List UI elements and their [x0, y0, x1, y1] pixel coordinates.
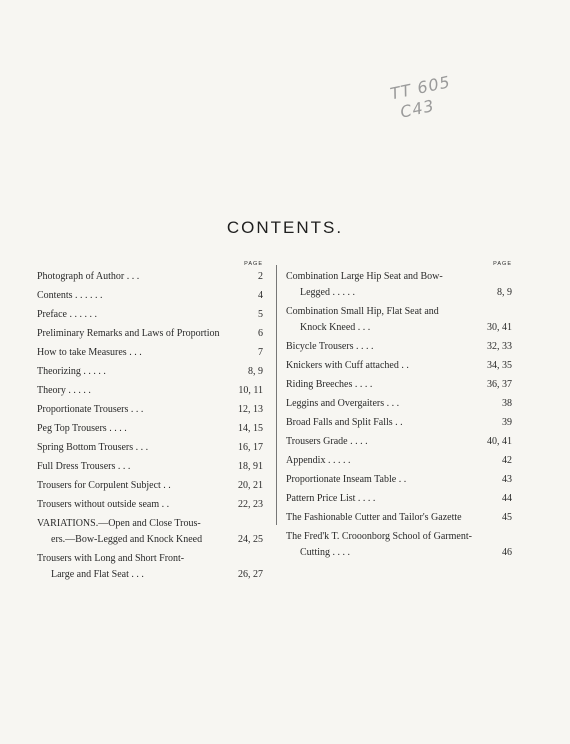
toc-entry-line — [37, 497, 263, 513]
toc-entry-text: The Fashionable Cutter and Tailor's Gazette — [286, 512, 462, 523]
toc-page-number: 26, 27 — [236, 567, 263, 583]
toc-entry-text: How to take Measures . . . — [37, 347, 142, 358]
contents-column-left — [37, 260, 263, 586]
toc-entry-line — [286, 285, 512, 301]
toc-entry-line — [286, 358, 512, 374]
toc-entry-text: Combination Small Hip, Flat Seat and — [286, 306, 439, 317]
toc-entry-line — [37, 532, 263, 548]
toc-page-number: 5 — [256, 307, 263, 323]
toc-entry-text: Appendix . . . . . — [286, 455, 351, 466]
toc-entry — [286, 434, 512, 453]
toc-entry-text: Trousers Grade . . . . — [286, 436, 368, 447]
toc-page-number: 39 — [500, 415, 512, 431]
toc-entry — [286, 304, 512, 339]
toc-page-number: 6 — [256, 326, 263, 342]
toc-entry-text: Peg Top Trousers . . . . — [37, 423, 127, 434]
toc-entry — [37, 383, 263, 402]
toc-entry — [37, 364, 263, 383]
toc-entry-text: Photograph of Author . . . — [37, 271, 140, 282]
toc-entry — [37, 459, 263, 478]
toc-entry-line — [37, 478, 263, 494]
toc-entry — [286, 339, 512, 358]
toc-entry — [37, 478, 263, 497]
toc-entry-line — [37, 516, 263, 532]
toc-entry-text: Bicycle Trousers . . . . — [286, 341, 374, 352]
toc-entry — [37, 269, 263, 288]
toc-entry — [37, 551, 263, 586]
handwritten-catalog-note — [389, 72, 457, 124]
toc-page-number: 22, 23 — [236, 497, 263, 513]
handwritten-line-1: TT 605 — [388, 72, 453, 104]
toc-entry-text: Proportionate Trousers . . . — [37, 404, 144, 415]
toc-entry-line — [286, 453, 512, 469]
toc-entry-text: The Fred'k T. Crooonborg School of Garment- — [286, 531, 472, 542]
toc-entry-line — [286, 545, 512, 561]
toc-page-number: 7 — [256, 345, 263, 361]
toc-page-number: 46 — [500, 545, 512, 561]
toc-entry-line — [286, 396, 512, 412]
toc-entry-text: VARIATIONS.—Open and Close Trous- — [37, 518, 201, 529]
toc-page-number: 2 — [256, 269, 263, 285]
toc-entry-line — [286, 415, 512, 431]
toc-page-number: 10, 11 — [236, 383, 263, 399]
toc-entry — [37, 516, 263, 551]
toc-entry-line — [37, 269, 263, 285]
toc-entry-line — [286, 491, 512, 507]
page-column-header: PAGE — [244, 261, 263, 267]
toc-entry-text: Spring Bottom Trousers . . . — [37, 442, 149, 453]
toc-page-number: 24, 25 — [236, 532, 263, 548]
toc-entry-text: Contents . . . . . . — [37, 290, 103, 301]
toc-entry-text: Legged . . . . . — [300, 287, 355, 298]
toc-entry-text: Trousers for Corpulent Subject . . — [37, 480, 171, 491]
toc-entry-text: Broad Falls and Split Falls . . — [286, 417, 403, 428]
toc-page-number: 34, 35 — [485, 358, 512, 374]
toc-page-number: 38 — [500, 396, 512, 412]
toc-page-number: 32, 33 — [485, 339, 512, 355]
toc-page-number: 20, 21 — [236, 478, 263, 494]
toc-page-number: 45 — [500, 510, 512, 526]
toc-entry-line — [286, 472, 512, 488]
page-column-header: PAGE — [493, 261, 512, 267]
toc-entry-text: Theory . . . . . — [37, 385, 91, 396]
toc-entry-line — [286, 339, 512, 355]
toc-entry — [37, 326, 263, 345]
toc-entry-line — [37, 345, 263, 361]
toc-entry-text: Leggins and Overgaiters . . . — [286, 398, 400, 409]
toc-page-number: 30, 41 — [485, 320, 512, 336]
toc-entry-line — [37, 307, 263, 323]
toc-entry — [37, 307, 263, 326]
toc-entry-text: Pattern Price List . . . . — [286, 493, 376, 504]
toc-entry — [286, 453, 512, 472]
toc-entry-line — [286, 529, 512, 545]
toc-entry-text: Preliminary Remarks and Laws of Proportion — [37, 328, 220, 339]
toc-page-number: 18, 91 — [236, 459, 263, 475]
toc-entry-line — [286, 377, 512, 393]
toc-entry — [286, 472, 512, 491]
toc-page-number: 14, 15 — [236, 421, 263, 437]
toc-entry — [37, 345, 263, 364]
toc-entry-text: Combination Large Hip Seat and Bow- — [286, 271, 443, 282]
toc-entry-text: Knickers with Cuff attached . . — [286, 360, 409, 371]
toc-entry — [286, 358, 512, 377]
page-title: CONTENTS. — [226, 218, 344, 237]
toc-entry-line — [37, 364, 263, 380]
toc-page-number: 44 — [500, 491, 512, 507]
toc-entry-text: Proportionate Inseam Table . . — [286, 474, 407, 485]
toc-entry-text: Trousers with Long and Short Front- — [37, 553, 185, 564]
toc-entry-text: ers.—Bow-Legged and Knock Kneed — [51, 534, 203, 545]
toc-entry — [286, 491, 512, 510]
toc-entry-text: Full Dress Trousers . . . — [37, 461, 131, 472]
toc-entry — [37, 288, 263, 307]
toc-entry-text: Riding Breeches . . . . — [286, 379, 373, 390]
toc-entry-text: Trousers without outside seam . . — [37, 499, 170, 510]
toc-page-number: 12, 13 — [236, 402, 263, 418]
toc-entry-line — [286, 304, 512, 320]
toc-entry-line — [37, 567, 263, 583]
toc-entry-line — [37, 288, 263, 304]
column-divider — [276, 265, 277, 525]
toc-entry-line — [286, 269, 512, 285]
contents-list-right — [286, 269, 512, 564]
toc-entry — [286, 396, 512, 415]
toc-entry — [37, 402, 263, 421]
toc-entry-line — [37, 459, 263, 475]
toc-page-number: 43 — [500, 472, 512, 488]
toc-entry-line — [286, 434, 512, 450]
toc-entry-line — [37, 551, 263, 567]
toc-page-number: 4 — [256, 288, 263, 304]
toc-page-number: 16, 17 — [236, 440, 263, 456]
toc-entry — [37, 421, 263, 440]
contents-list-left — [37, 269, 263, 586]
toc-entry — [286, 269, 512, 304]
toc-entry — [286, 377, 512, 396]
toc-page-number: 8, 9 — [495, 285, 512, 301]
toc-page-number: 40, 41 — [485, 434, 512, 450]
toc-entry-line — [286, 320, 512, 336]
toc-entry-text: Large and Flat Seat . . . — [51, 569, 144, 580]
toc-entry — [286, 510, 512, 529]
toc-page-number: 36, 37 — [485, 377, 512, 393]
toc-entry — [286, 415, 512, 434]
contents-column-right — [286, 260, 512, 564]
toc-entry-text: Preface . . . . . . — [37, 309, 97, 320]
toc-entry-line — [37, 383, 263, 399]
toc-entry-line — [37, 440, 263, 456]
toc-entry — [37, 440, 263, 459]
toc-entry-text: Theorizing . . . . . — [37, 366, 106, 377]
toc-entry-line — [286, 510, 512, 526]
toc-entry — [37, 497, 263, 516]
toc-page-number: 8, 9 — [246, 364, 263, 380]
toc-entry — [286, 529, 512, 564]
toc-entry-line — [37, 402, 263, 418]
toc-entry-line — [37, 421, 263, 437]
handwritten-line-2: C43 — [398, 95, 437, 122]
toc-entry-text: Knock Kneed . . . — [300, 322, 371, 333]
toc-entry-line — [37, 326, 263, 342]
toc-entry-text: Cutting . . . . — [300, 547, 351, 558]
toc-page-number: 42 — [500, 453, 512, 469]
